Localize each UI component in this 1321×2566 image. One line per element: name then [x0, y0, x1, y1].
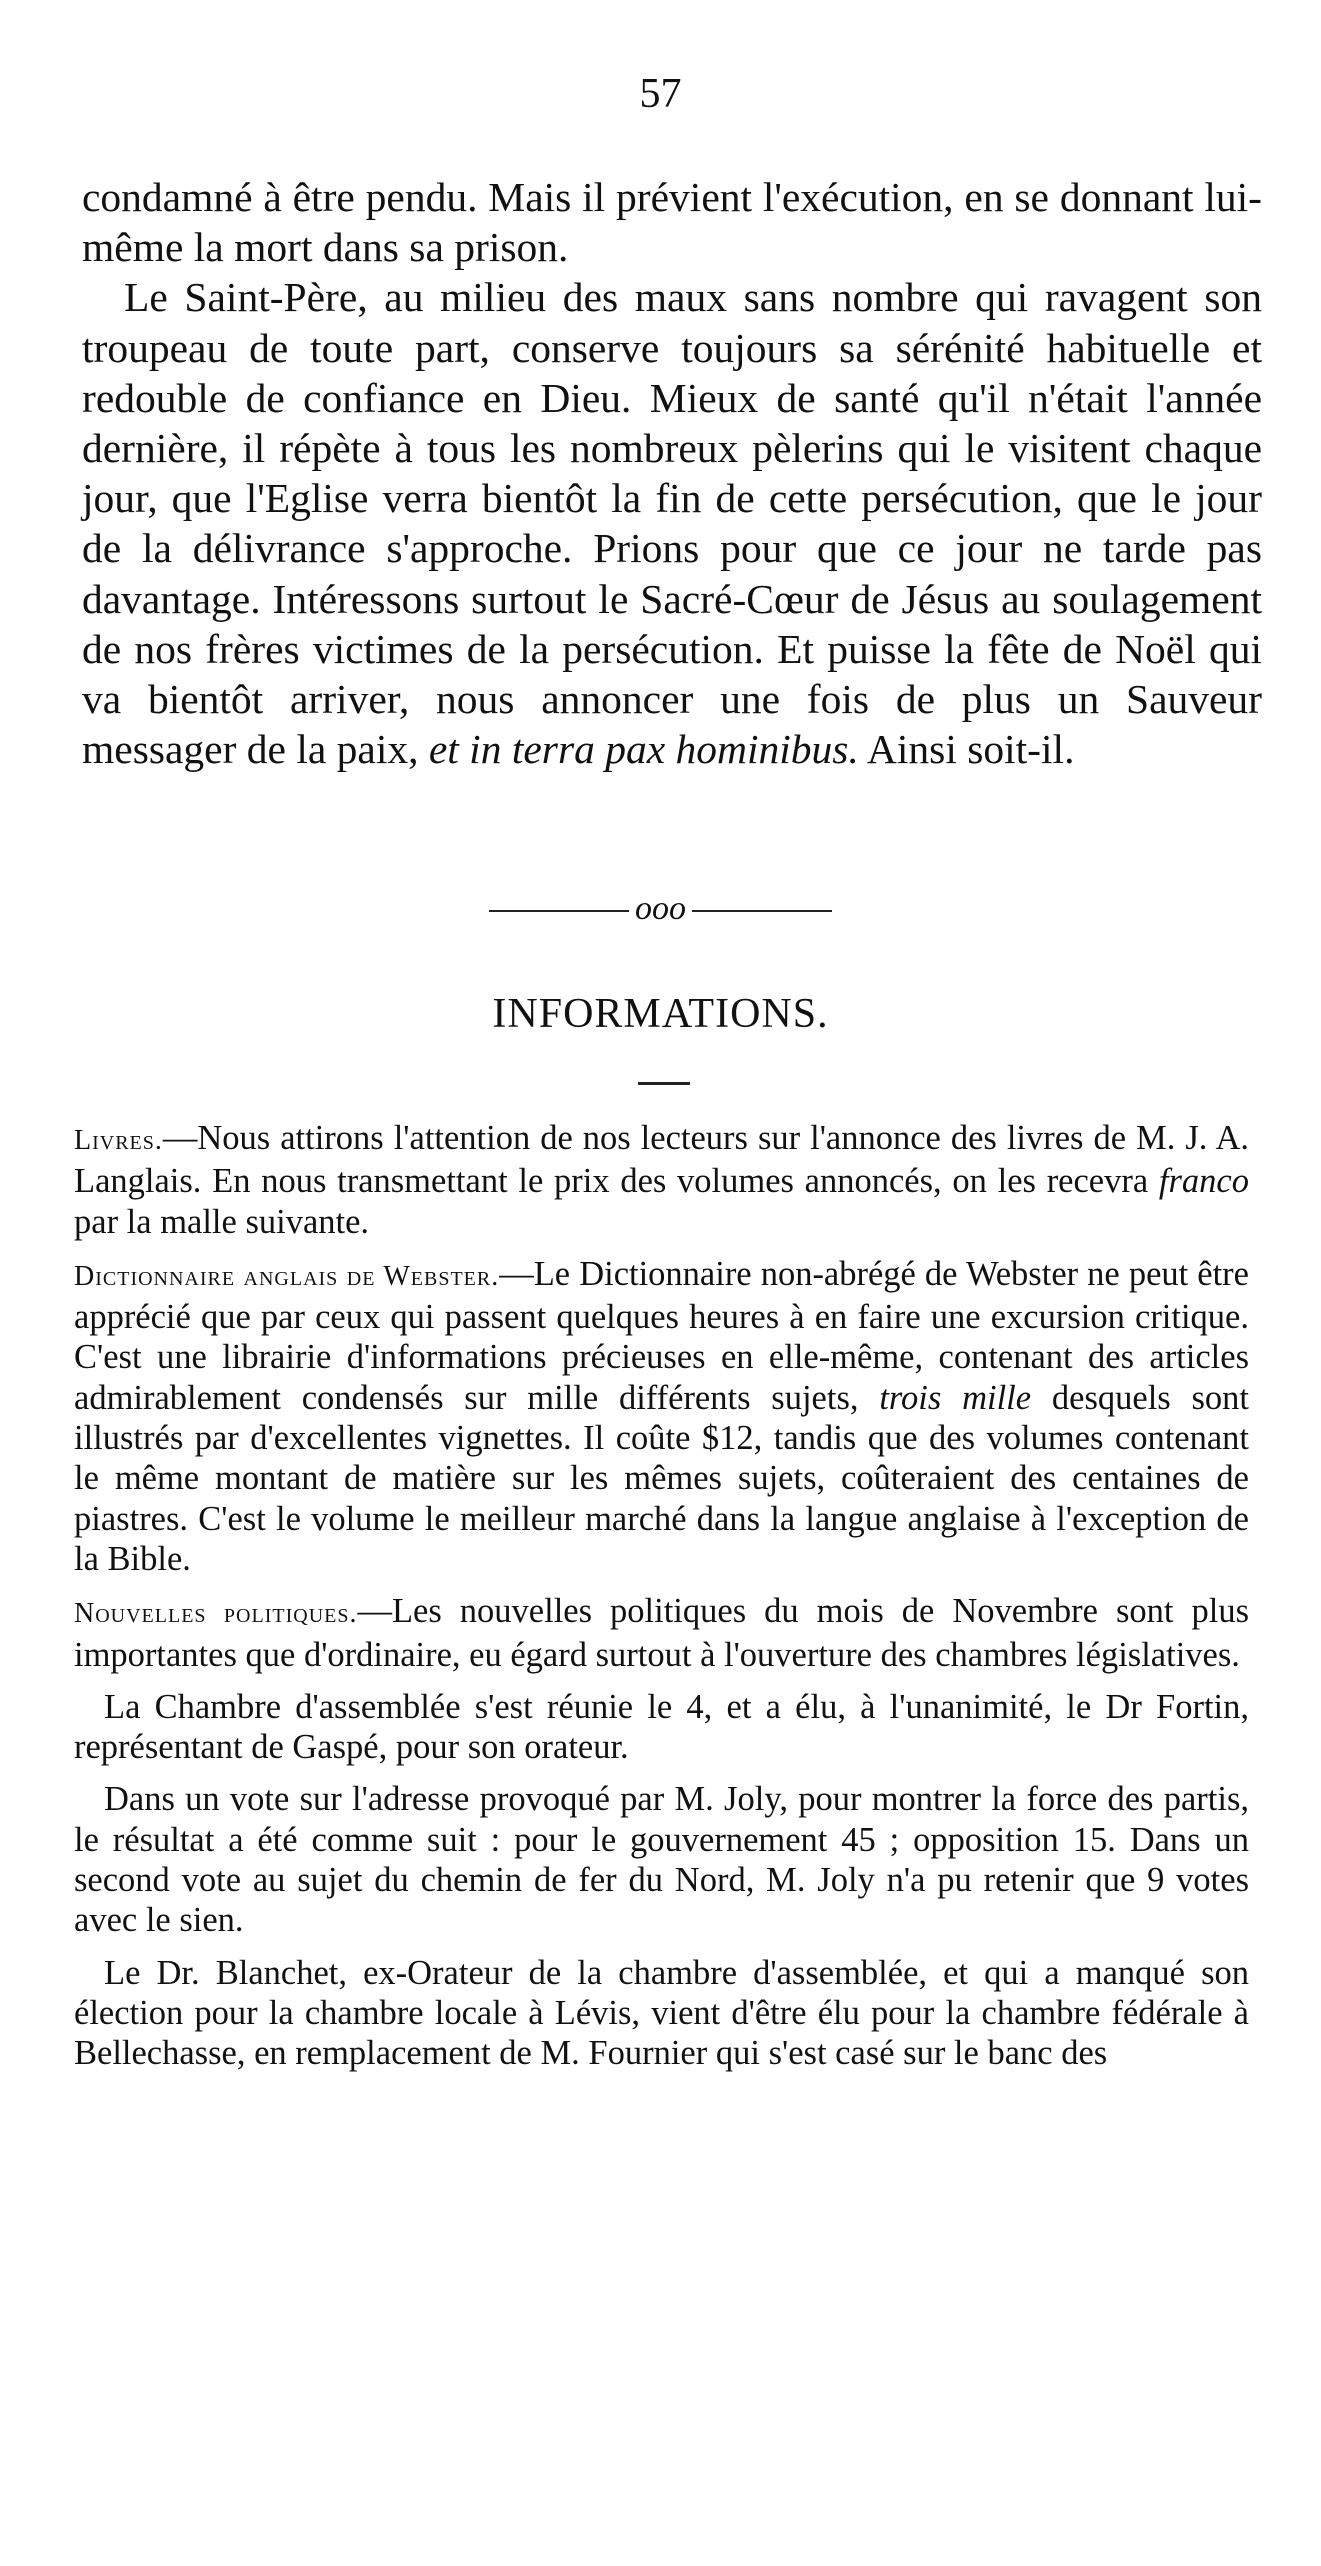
news-paragraph-vote: Dans un vote sur l'adresse provoqué par M. Joly, pour montrer la force des partis, le résultat a été comme suit : pour le gouvernement 45 ; opposition 15. Dans un second vote au sujet du chemin de fer du Nord, M. Joly n'a pu retenir que 9 votes avec le sien.: [74, 1780, 1249, 1940]
news-text-dictionnaire: —Le Dictionnaire non-abrégé de Webster ne peut être apprécié que par ceux qui passent quelques heures à en faire une excursion critique. C'est une librairie d'informations précieuses en elle-même, contenant des articles admirablement condensés sur mille différents sujets,: [74, 1254, 1249, 1417]
section-title: INFORMATIONS.: [492, 991, 829, 1037]
intro-closing: Ainsi soit-il.: [866, 726, 1075, 773]
separator-text: ooo: [635, 890, 686, 927]
page-number: 57: [639, 71, 682, 117]
intro-latin-phrase: et in terra pax hominibus.: [428, 726, 859, 773]
news-section: [74, 1118, 1249, 2086]
news-italic-trois-mille: trois mille: [879, 1378, 1032, 1417]
separator-rule-right: [692, 910, 832, 912]
news-label-livres: Livres.: [74, 1125, 163, 1156]
news-end-livres: par la malle suivante.: [74, 1202, 370, 1241]
intro-paragraph-2-text: Le Saint-Père, au milieu des maux sans nombre qui ravagent son troupeau de toute part, conserve toujours sa sérénité habituelle et redouble de confiance en Dieu. Mieux de santé qu'il n'était l'année dernière, il répète à tous les nombreux pèlerins qui le visitent chaque jour, que l'Eglise verra bientôt la fin de cette persécution, que le jour de la délivrance s'approche. Prions pour que ce jour ne tarde pas davantage. Intéressons surtout le Sacré-Cœur de Jésus au soulagement de nos frères victimes de la persécution. Et puisse la fête de Noël qui va bientôt arriver, nous annoncer une fois de plus un Sauveur messager de la paix,: [82, 274, 1262, 773]
separator-rule-left: [489, 910, 629, 912]
title-divider: [638, 1082, 690, 1085]
news-text-livres: —Nous attirons l'attention de nos lecteurs sur l'annonce des livres de M. J. A. Langlais. En nous transmettant le prix des volumes annoncés, on les recevra: [74, 1119, 1249, 1201]
news-label-dictionnaire: Dictionnaire anglais de Webster.: [74, 1260, 500, 1292]
news-item-politiques: [74, 1591, 1249, 1675]
news-end-dictionnaire: desquels sont illustrés par d'excellentes vignettes. Il coûte $12, tandis que des volumes contenant le même montant de matière sur les mêmes sujets, coûteraient des centaines de piastres. C'est le volume le meilleur marché dans la langue anglaise à l'exception de la Bible.: [74, 1378, 1250, 1578]
news-italic-franco: franco: [1158, 1162, 1249, 1201]
intro-paragraph-1: condamné à être pendu. Mais il prévient l'exécution, en se donnant lui-même la mort dans sa prison.: [82, 174, 1262, 271]
intro-text: [82, 172, 1262, 774]
news-text-politiques: —Les nouvelles politiques du mois de Novembre sont plus importantes que d'ordinaire, eu égard surtout à l'ouverture des chambres législatives.: [74, 1592, 1249, 1674]
news-paragraph-blanchet: Le Dr. Blanchet, ex-Orateur de la chambre d'assemblée, et qui a manqué son élection pour la chambre locale à Lévis, vient d'être élu pour la chambre fédérale à Bellechasse, en remplacement de M. Fournier qui s'est casé sur le banc des: [74, 1953, 1249, 2073]
news-paragraph-chambre: La Chambre d'assemblée s'est réunie le 4, et a élu, à l'unanimité, le Dr Fortin, représentant de Gaspé, pour son orateur.: [74, 1687, 1249, 1767]
news-item-dictionnaire: [74, 1254, 1249, 1579]
news-item-livres: [74, 1118, 1249, 1242]
section-separator: [0, 890, 1321, 928]
intro-paragraph-2: [82, 272, 1262, 774]
news-label-politiques: Nouvelles politiques.: [74, 1598, 358, 1630]
